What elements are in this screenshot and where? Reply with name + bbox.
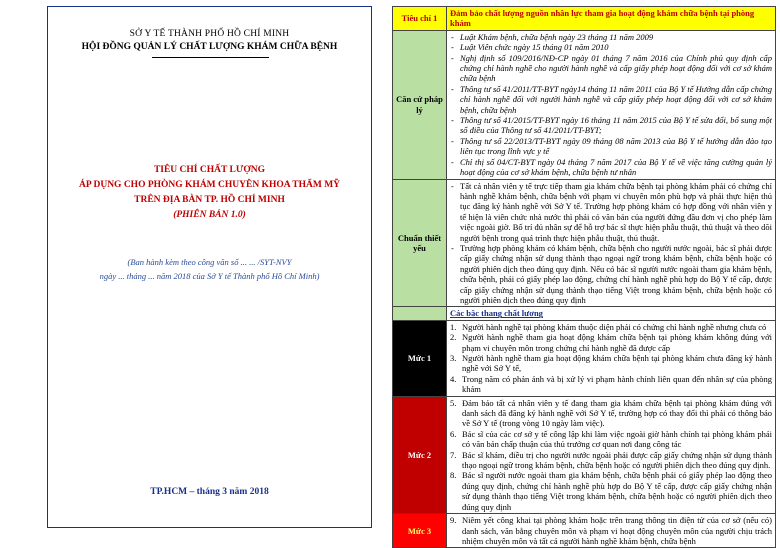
level-item-number: 5. (450, 397, 457, 408)
level-item-number: 7. (450, 449, 457, 460)
level-item (450, 322, 772, 332)
cover-title (48, 163, 371, 223)
list-item: - Chỉ thị số 04/CT-BYT ngày 04 tháng 7 năm 2017 của Bộ Y tế về việc tăng cường quản lý hoạt động của cơ sở khám bệnh, chữa bệnh tư nhân (450, 157, 772, 178)
level-item-text: Người hành nghề tại phòng khám thuộc diện phải có chứng chỉ hành nghề nhưng chưa có (462, 321, 767, 332)
level-2-label: Mức 2 (393, 396, 447, 513)
level-item-text: Bác sĩ khám, điều trị cho người nước ngoài phải được cấp giấy chứng nhận sử dụng thành thạo ngoại ngữ trong khám bệnh, chữa bệnh hoặc có người phiên dịch theo đúng quy định. (462, 449, 772, 471)
level-3-content (447, 514, 776, 548)
level-2-content (447, 396, 776, 513)
level-2-list (450, 398, 772, 512)
cover-page (47, 6, 372, 528)
cover-title-line: ÁP DỤNG CHO PHÒNG KHÁM CHUYÊN KHOA THẨM MỸ (78, 180, 341, 190)
list-item: - Nghị định số 109/2016/NĐ-CP ngày 01 tháng 7 năm 2016 của Chính phủ quy định cấp chứng chỉ hành nghề cho người hành nghề và cấp giấy phép hoạt động đối với cơ sở khám chữa bệnh (450, 53, 772, 84)
level-item-number: 1. (450, 321, 457, 332)
list-item: - Trường hợp phòng khám có khám bệnh, chữa bệnh cho người nước ngoài, bác sĩ phải được cấp giấy chứng nhận sử dụng thành thạo ngoại ngữ trong khám bệnh, chữa bệnh hoặc có người phiên dịch theo đúng quy định. Nếu có bác sĩ người nước ngoài tham gia khám bệnh, chữa bệnh, phải có giấy phép lao động, chứng chỉ hành nghề phù hợp do Bộ Y tế cấp, được cấp giấy chứng nhận sử dụng thành thạo tiếng Việt trong khám bệnh, chữa bệnh hoặc có người phiên dịch theo đúng quy định (450, 243, 772, 305)
level-1-label: Mức 1 (393, 320, 447, 396)
level-item-number: 3. (450, 353, 457, 363)
criteria-table (392, 6, 776, 548)
essential-standard-list (450, 181, 772, 306)
essential-standard-row (393, 179, 776, 307)
legal-basis-row (393, 30, 776, 179)
criteria-label: Tiêu chí 1 (393, 7, 447, 31)
level-1-content (447, 320, 776, 396)
list-item: - Tất cả nhân viên y tế trực tiếp tham gia khám chữa bệnh tại phòng khám phải có chứng chỉ hành nghề khám bệnh, chữa bệnh với phạm vi chuyên môn phù hợp và phải thực hiện thủ tục đăng ký hành nghề với Sở Y tế. Trường hợp phòng khám có hợp đồng với nhân viên y tế hiện là viên chức nhà nước thì phải có văn bản của người đứng đầu đơn vị cho phép làm việc ngoài giờ. Bố trí đủ nhân sự để hỗ trợ bác sĩ thực hiện phẫu thuật, thủ thuật và theo dõi người bệnh trong quá trình thực hiện phẫu thuật, thủ thuật. (450, 181, 772, 243)
quality-scale-row (393, 307, 776, 320)
list-item: - Thông tư số 22/2013/TT-BYT ngày 09 tháng 08 năm 2013 của Bộ Y tế hướng dẫn đào tạo liên tục trong lĩnh vực y tế (450, 136, 772, 157)
level-item (450, 398, 772, 429)
list-item: - Luật Khám bệnh, chữa bệnh ngày 23 tháng 11 năm 2009 (450, 32, 772, 42)
list-item: - Luật Viên chức ngày 15 tháng 01 năm 2010 (450, 42, 772, 52)
cover-version: (PHIÊN BẢN 1.0) (173, 210, 246, 220)
level-1-row (393, 320, 776, 396)
level-item-number: 9. (450, 515, 457, 526)
level-item-number: 8. (450, 470, 457, 481)
level-item-text: Trong năm có phản ánh và bị xử lý vi phạm hành chính liên quan đến nhân sự của phòng khám (462, 373, 772, 395)
cover-title-line: TIÊU CHÍ CHẤT LƯỢNG (153, 165, 266, 175)
level-item (450, 374, 772, 395)
level-item (450, 429, 772, 450)
level-item-number: 6. (450, 428, 457, 439)
list-item: - Thông tư số 41/2011/TT-BYT ngày14 tháng 11 năm 2011 của Bộ Y tế Hướng dẫn cấp chứng chỉ hành nghề đối với người hành nghề và cấp giấy phép hoạt động đối với cơ sở khám bệnh, chữa bệnh (450, 84, 772, 115)
cover-footer: TP.HCM – tháng 3 năm 2018 (150, 487, 269, 497)
level-item-text: Bác sĩ người nước ngoài tham gia khám bệnh, chữa bệnh phải có giấy phép lao động theo đúng quy định, chứng chỉ hành nghề phù hợp do Bộ Y tế cấp, được cấp giấy chứng nhận sử dụng thành thạo tiếng Việt trong khám bệnh, chữa bệnh hoặc có người phiên dịch theo đúng quy định (462, 470, 772, 512)
level-item (450, 332, 772, 353)
header-divider (152, 57, 269, 58)
level-3-list (450, 515, 772, 546)
level-2-row (393, 396, 776, 513)
quality-scale-spacer (393, 307, 447, 320)
cover-note (48, 255, 371, 283)
level-item (450, 515, 772, 546)
cover-note-line: (Ban hành kèm theo công văn số ... ... /SYT-NVY (127, 257, 292, 267)
cover-title-line: TRÊN ĐỊA BÀN TP. HỒ CHÍ MINH (134, 195, 285, 205)
level-item-text: Bác sĩ của các cơ sở y tế công lập khi làm việc ngoài giờ hành chính tại phòng khám phải có văn bản chấp thuận của thủ trưởng cơ quan nơi đang công tác (462, 428, 772, 450)
cover-note-line: ngày ... tháng ... năm 2018 của Sở Y tế Thành phố Hồ Chí Minh) (99, 271, 320, 281)
level-3-row (393, 514, 776, 548)
level-item-text: Đảm bảo tất cả nhân viên y tế đang tham gia khám chữa bệnh tại phòng khám đúng với danh sách đã đăng ký hành nghề với Sở Y tế, trường hợp có thay đổi thì phải có thông báo về Sở Y tế (trong vòng 10 ngày làm việc). (462, 397, 772, 429)
level-item-number: 4. (450, 373, 457, 384)
criteria-title: Đảm bảo chất lượng nguồn nhân lực tham gia hoạt động khám chữa bệnh tại phòng khám (447, 7, 776, 31)
level-item (450, 450, 772, 471)
level-item-text: Người hành nghề tham gia hoạt động khám chữa bệnh tại phòng khám không đúng với phạm vi chuyên môn trong chứng chỉ hành nghề đã được cấp (462, 332, 772, 353)
level-1-list (450, 322, 772, 395)
level-item-number: 2. (450, 332, 457, 343)
ministry-name: SỞ Y TẾ THÀNH PHỐ HỒ CHÍ MINH (129, 29, 290, 39)
legal-basis-list (450, 32, 772, 178)
level-item-text: Người hành nghề tham gia hoạt động khám chữa bệnh tại phòng khám chưa đăng ký hành nghề với Sở Y tế, (462, 353, 772, 374)
council-name: HỘI ĐỒNG QUẢN LÝ CHẤT LƯỢNG KHÁM CHỮA BỆNH (81, 42, 338, 52)
essential-standard-content (447, 179, 776, 307)
quality-scale-title: Các bậc thang chất lượng (447, 307, 776, 320)
list-item: - Thông tư số 41/2015/TT-BYT ngày 16 tháng 11 năm 2015 của Bộ Y tế sửa đổi, bổ sung một số điều của Thông tư số 41/2011/TT-BYT; (450, 115, 772, 136)
level-3-label: Mức 3 (393, 514, 447, 548)
legal-basis-content (447, 30, 776, 179)
level-item (450, 470, 772, 512)
legal-basis-label: Căn cứ pháp lý (393, 30, 447, 179)
essential-standard-label: Chuẩn thiết yếu (393, 179, 447, 307)
table-header-row (393, 7, 776, 31)
level-item (450, 353, 772, 374)
level-item-text: Niêm yết công khai tại phòng khám hoặc trên trang thông tin điện tử của cơ sở (nếu có) danh sách, văn bằng chuyên môn và phạm vi hoạt động chuyên môn của người chịu trách nhiệm chuyên môn và tất cả người hành nghề khám bệnh, chữa bệnh (462, 515, 772, 546)
